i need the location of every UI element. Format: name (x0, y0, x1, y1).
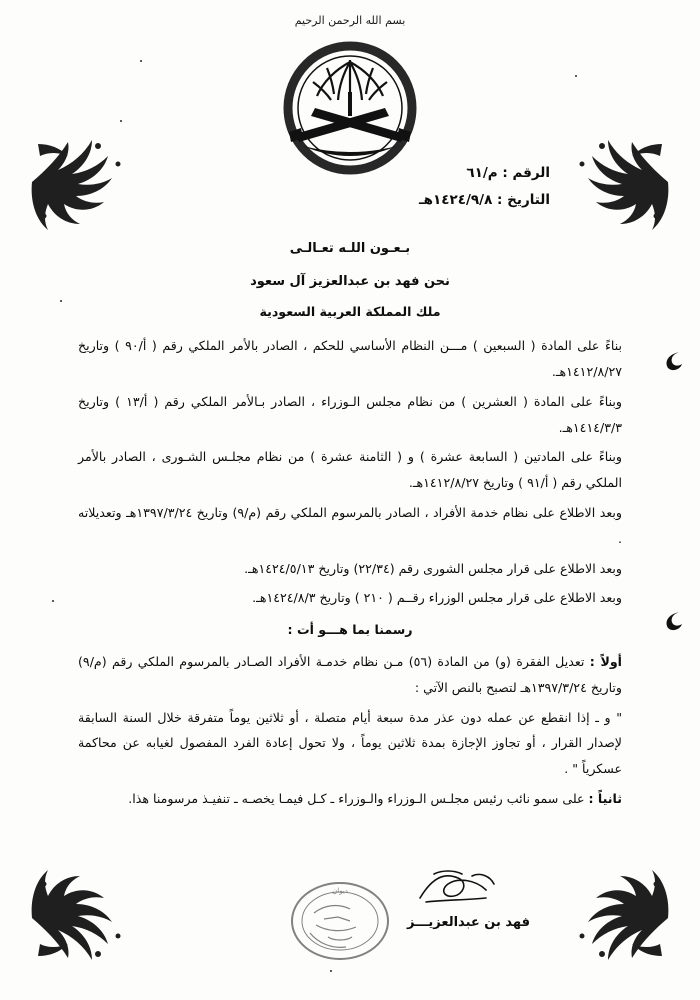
document-date: التاريخ : ١٤٢٤/٩/٨هـ (419, 192, 550, 208)
document-number: الرقم : م/٦١ (466, 165, 550, 181)
clause-one-text: تعديل الفقرة (و) من المادة (٥٦) مـن نظام خدمـة الأفراد الصـادر بالمرسوم الملكي رقم (م/٩) وتاريخ ١٣٩٧/٣/٢٤هـ لتصبح بالنص الآتي : (78, 654, 622, 695)
clause-two-text: على سمو نائب رئيس مجلـس الـوزراء والـوزراء ـ كـل فيمـا يخصـه ـ تنفيـذ مرسومنا هذا. (128, 791, 585, 807)
signature-name: فهد بن عبدالعزيـــز (407, 915, 530, 930)
preamble-paragraph: بناءً على المادة ( السبعين ) مـــن النظام الأساسي للحكم ، الصادر بالأمر الملكي رقم ( أ/٩٠ ) وتاريخ ١٤١٢/٨/٢٧هـ. (78, 338, 623, 379)
document-meta (419, 160, 550, 214)
corner-ornament-top-left (28, 130, 148, 250)
scan-edge-mark (662, 610, 684, 632)
clause-two-label: ثانياً : (588, 791, 622, 807)
preamble-paragraph: وبعد الاطلاع على نظام خدمة الأفراد ، الصادر بالمرسوم الملكي رقم (م/٩) وتاريخ ١٣٩٧/٣/٢٤هـ وتعديلاته . (78, 504, 622, 546)
clause-one (78, 649, 622, 701)
scan-speck (575, 75, 577, 77)
preamble-paragraph: وبناءً على المادة ( العشرين ) من نظام مجلس الـوزراء ، الصادر بـالأمر الملكي رقم ( أ/١٣ ) وتاريخ ١٤١٤/٣/٣هـ. (78, 393, 622, 435)
preamble-paragraph: وبعد الاطلاع على قرار مجلس الوزراء رقــم ( ٢١٠ ) وتاريخ ١٤٢٤/٨/٣هـ. (252, 590, 622, 606)
scan-speck (120, 120, 122, 122)
scan-edge-mark (662, 350, 684, 372)
heading-invocation: بـعـون اللـه تعـالـى (289, 241, 411, 256)
clause-two (78, 786, 622, 812)
heading-king-title: ملك المملكة العربية السعودية (259, 304, 441, 320)
corner-ornament-bottom-left (28, 850, 148, 970)
corner-ornament-bottom-right (552, 850, 672, 970)
signature-mark (414, 868, 504, 908)
decree-statement: رسمنا بما هـــو أت : (287, 622, 413, 638)
amended-text-quote: " و ـ إذا انقطع عن عمله دون عذر مدة سبعة أيام متصلة ، أو ثلاثين يوماً متفرقة خلال السنة السابقة لإصدار القرار ، أو تجاوز الإجازة بمدة ثلاثين يوماً ، ولا تحول إعادة الفرد المفصول لغيابه عن محاكمة عسكرياً " . (78, 709, 622, 777)
scan-speck (330, 970, 332, 972)
preamble-paragraph: وبناءً على المادتين ( السابعة عشرة ) و ( الثامنة عشرة ) من نظام مجلـس الشـورى ، الصادر بالأمر الملكي رقم ( أ/٩١ ) وتاريخ ١٤١٢/٨/٢٧هـ. (78, 449, 622, 491)
corner-ornament-top-right (552, 130, 672, 250)
clause-one-label: أولاً : (589, 654, 622, 670)
preamble-paragraph: وبعد الاطلاع على قرار مجلس الشورى رقم (٢٢/٣٤) وتاريخ ١٤٢٤/٥/١٣هـ. (244, 560, 622, 576)
scan-speck (60, 300, 62, 302)
saudi-emblem-icon (265, 38, 435, 178)
heading-king-name: نحن فهد بن عبدالعزيز آل سعود (250, 273, 450, 289)
scan-speck (140, 60, 142, 62)
scan-speck (52, 600, 54, 602)
svg-text:ديوان: ديوان (332, 887, 348, 895)
basmala-text: بسم الله الرحمن الرحيم (294, 14, 406, 27)
document-body (78, 236, 622, 816)
official-stamp (280, 873, 400, 968)
